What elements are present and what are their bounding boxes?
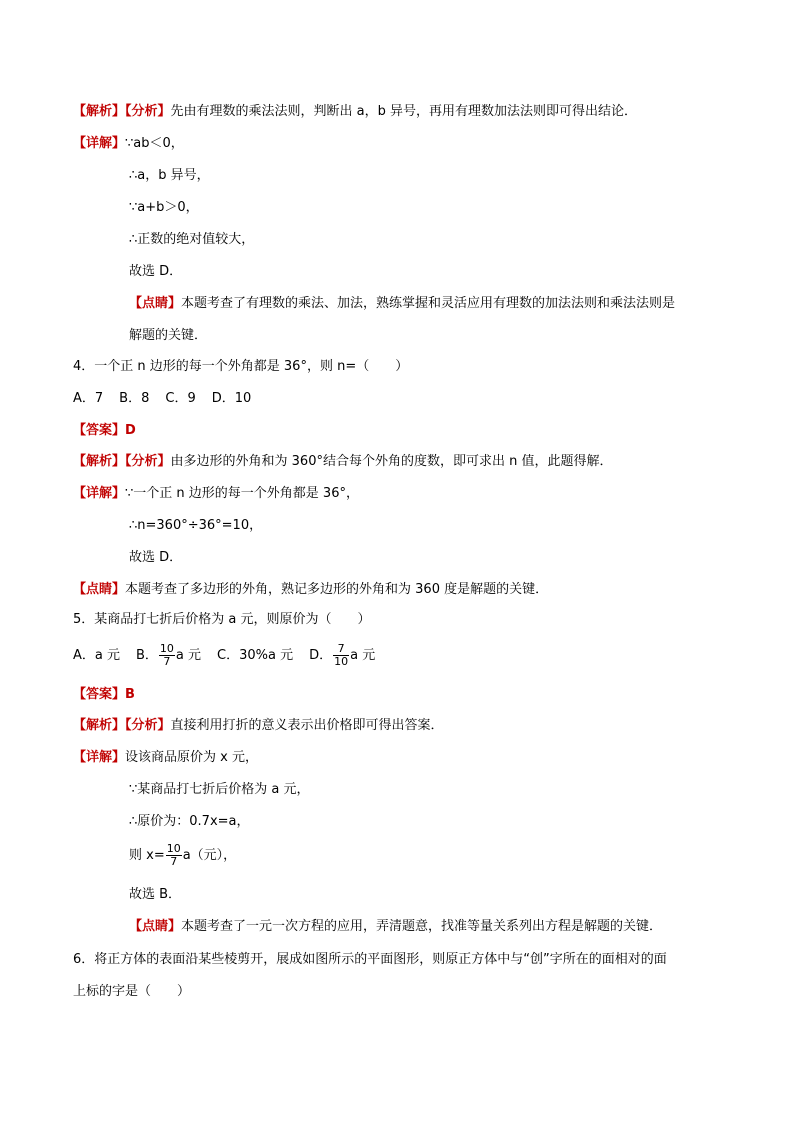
q5-question: 5．某商品打七折后价格为 a 元，则原价为（ ） <box>73 612 371 627</box>
p1-detail-line <box>73 135 184 153</box>
q4-answer-line <box>73 422 136 440</box>
q5-options <box>73 641 375 671</box>
detail-text: ∵一个正 n 边形的每一个外角都是 36°， <box>125 486 359 501</box>
detail-tag: 【详解】 <box>73 136 126 151</box>
q5-step-2: ∴原价为：0.7x=a， <box>129 814 250 829</box>
q5-option-b <box>136 642 217 668</box>
q5-option-c: C．30%a 元 <box>217 648 294 663</box>
q4-analysis-line <box>73 453 612 471</box>
q5-step-1: ∵某商品打七折后价格为 a 元， <box>129 782 310 797</box>
fraction-denominator: 10 <box>334 655 349 668</box>
q4-note-line <box>73 581 548 599</box>
analysis-tag: 【解析】 <box>73 104 126 119</box>
fraction-numerator: 10 <box>159 642 174 655</box>
analysis-text: 直接利用打折的意义表示出价格即可得出答案． <box>170 718 444 733</box>
fraction-denominator: 7 <box>170 855 178 868</box>
q4-option-b: B．8 <box>119 391 150 406</box>
analysis-tag: 【解析】 <box>73 718 126 733</box>
q4-option-c: C．9 <box>165 391 196 406</box>
p1-note-line-2: 解题的关键． <box>129 328 208 343</box>
q4-option-a: A．7 <box>73 391 104 406</box>
analysis-text: 先由有理数的乘法法则，判断出 a，b 异号，再用有理数加法法则即可得出结论． <box>170 104 638 119</box>
detail-tag: 【详解】 <box>73 486 126 501</box>
q4-step-1: ∴n=360°÷36°=10， <box>129 518 263 533</box>
answer-value: B <box>125 687 135 702</box>
p1-step-2: ∵a+b＞0， <box>129 200 199 215</box>
note-text: 本题考查了有理数的乘法、加法，熟练掌握和灵活应用有理数的加法法则和乘法法则是 <box>181 296 676 311</box>
fenxi-tag: 【分析】 <box>125 454 171 469</box>
q4-option-d: D．10 <box>211 391 252 406</box>
q5-note-line <box>129 918 662 936</box>
q4-step-2: 故选 D． <box>129 550 183 565</box>
p1-step-1: ∴a，b 异号， <box>129 168 210 183</box>
answer-tag: 【答案】 <box>73 423 126 438</box>
p1-analysis-line <box>73 103 637 121</box>
fenxi-tag: 【分析】 <box>125 718 171 733</box>
answer-tag: 【答案】 <box>73 687 126 702</box>
q5-option-d-suffix: a 元 <box>350 648 376 663</box>
q6-question-line-2: 上标的字是（ ） <box>73 984 191 999</box>
q5-detail-line <box>73 749 258 767</box>
note-tag: 【点睛】 <box>73 582 126 597</box>
q5-analysis-line <box>73 717 444 735</box>
q5-option-d-prefix: D． <box>309 648 333 663</box>
q5-step-4: 故选 B． <box>129 887 182 902</box>
p1-note-line <box>129 295 675 313</box>
fenxi-tag: 【分析】 <box>125 104 171 119</box>
q5-step-3-fraction <box>166 843 182 868</box>
detail-text: ∵ab＜0， <box>125 136 184 151</box>
q5-answer-line <box>73 686 135 704</box>
q5-step-3-suffix: a（元）， <box>182 848 237 863</box>
p1-step-4: 故选 D． <box>129 264 183 279</box>
q5-option-a: A．a 元 <box>73 648 120 663</box>
fraction-denominator: 7 <box>163 655 171 668</box>
q5-step-3-prefix: 则 x= <box>129 848 165 863</box>
q5-option-b-fraction <box>159 643 175 668</box>
answer-value: D <box>125 423 136 438</box>
q4-question: 4．一个正 n 边形的每一个外角都是 36°，则 n=（ ） <box>73 359 409 374</box>
analysis-text: 由多边形的外角和为 360°结合每个外角的度数，即可求出 n 值，此题得解． <box>170 454 613 469</box>
note-text: 本题考查了一元一次方程的应用，弄清题意，找准等量关系列出方程是解题的关键． <box>181 919 663 934</box>
note-text: 本题考查了多边形的外角，熟记多边形的外角和为 360 度是解题的关键． <box>125 582 549 597</box>
fraction-numerator: 10 <box>166 842 181 855</box>
analysis-tag: 【解析】 <box>73 454 126 469</box>
q4-detail-line <box>73 485 359 503</box>
p1-step-3: ∴正数的绝对值较大， <box>129 232 255 247</box>
detail-text: 设该商品原价为 x 元， <box>125 750 258 765</box>
q5-option-b-suffix: a 元 <box>175 648 202 663</box>
note-tag: 【点睛】 <box>129 296 182 311</box>
q4-options <box>73 390 267 408</box>
q5-option-b-prefix: B． <box>136 648 158 663</box>
q6-question-line-1: 6．将正方体的表面沿某些棱剪开，展成如图所示的平面图形，则原正方体中与“创”字所在的面相对的面 <box>73 952 667 967</box>
q5-option-d <box>309 642 376 668</box>
detail-tag: 【详解】 <box>73 750 126 765</box>
fraction-numerator: 7 <box>333 643 349 656</box>
q5-step-3 <box>129 841 236 871</box>
q5-option-d-fraction <box>333 643 349 668</box>
note-tag: 【点睛】 <box>129 919 182 934</box>
